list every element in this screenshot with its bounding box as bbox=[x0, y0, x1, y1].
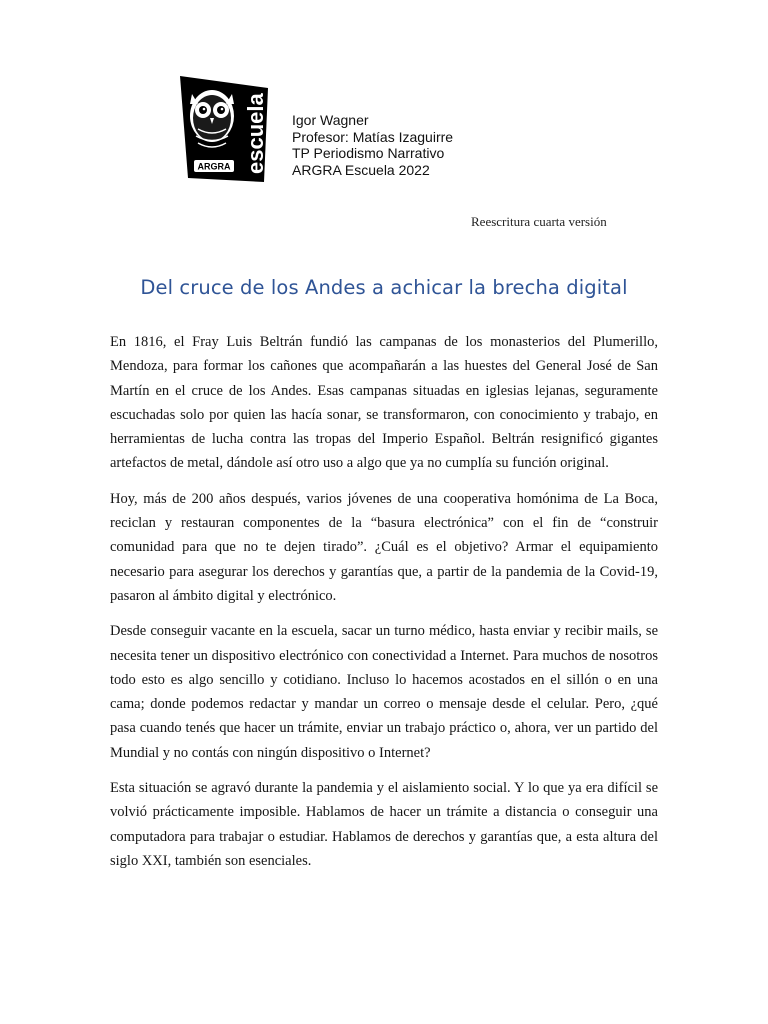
author-name: Igor Wagner bbox=[292, 112, 369, 128]
argra-escuela-logo bbox=[178, 74, 274, 184]
paragraph: Esta situación se agravó durante la pandemia y el aislamiento social. Y lo que ya era difícil se volvió prácticamente imposible. Hablamos de hacer un trámite a distancia o conseguir una computadora para trabajar o estudiar. Hablamos de derechos y garantías que, a esta altura del siglo XXI, también son esenciales. bbox=[110, 780, 658, 869]
course-name: TP Periodismo Narrativo bbox=[292, 145, 445, 161]
logo-side-text: escuela bbox=[243, 93, 268, 174]
paragraph: Desde conseguir vacante en la escuela, sacar un turno médico, hasta enviar y recibir mails, se necesita tener un dispositivo electrónico con conectividad a Internet. Para muchos de nosotros todo esto es algo sencillo y cotidiano. Incluso lo hacemos acostados en el sillón o en una cama; donde podemos redactar y mandar un correo o mensaje desde el celular. Pero, ¿qué pasa cuando tenés que hacer un trámite, enviar un trabajo práctico o, ahora, ver un partido del Mundial y no contás con ningún dispositivo o Internet? bbox=[110, 623, 658, 761]
logo-badge-text: ARGRA bbox=[197, 161, 231, 172]
professor-name: Profesor: Matías Izaguirre bbox=[292, 128, 454, 145]
paragraph: Hoy, más de 200 años después, varios jóvenes de una cooperativa homónima de La Boca, reciclan y restauran componentes de la “basura electrónica” con el fin de “construir comunidad para que no te dejen tirado”. ¿Cuál es el objetivo? Armar el equipamiento necesario para asegurar los derechos y garantías que, a partir de la pandemia de la Covid-19, pasaron al ámbito digital y electrónico. bbox=[110, 490, 658, 604]
version-note: Reescritura cuarta versión bbox=[471, 214, 607, 229]
document-title: Del cruce de los Andes a achicar la brecha digital bbox=[140, 276, 628, 299]
article-body bbox=[110, 330, 658, 884]
author-header bbox=[292, 112, 453, 178]
paragraph: En 1816, el Fray Luis Beltrán fundió las campanas de los monasterios del Plumerillo, Mendoza, para formar los cañones que acompañarán a las huestes del General José de San Martín en el cruce de los Andes. Esas campanas situadas en iglesias lejanas, seguramente escuchadas solo por quien las hacía sonar, se transformaron, con conocimiento y trabajo, en herramientas de lucha contra las tropas del Imperio Español. Beltrán resignificó gigantes artefactos de metal, dándole así otro uso a algo que ya no cumplía su función original. bbox=[110, 334, 658, 472]
school-year: ARGRA Escuela 2022 bbox=[292, 161, 430, 178]
